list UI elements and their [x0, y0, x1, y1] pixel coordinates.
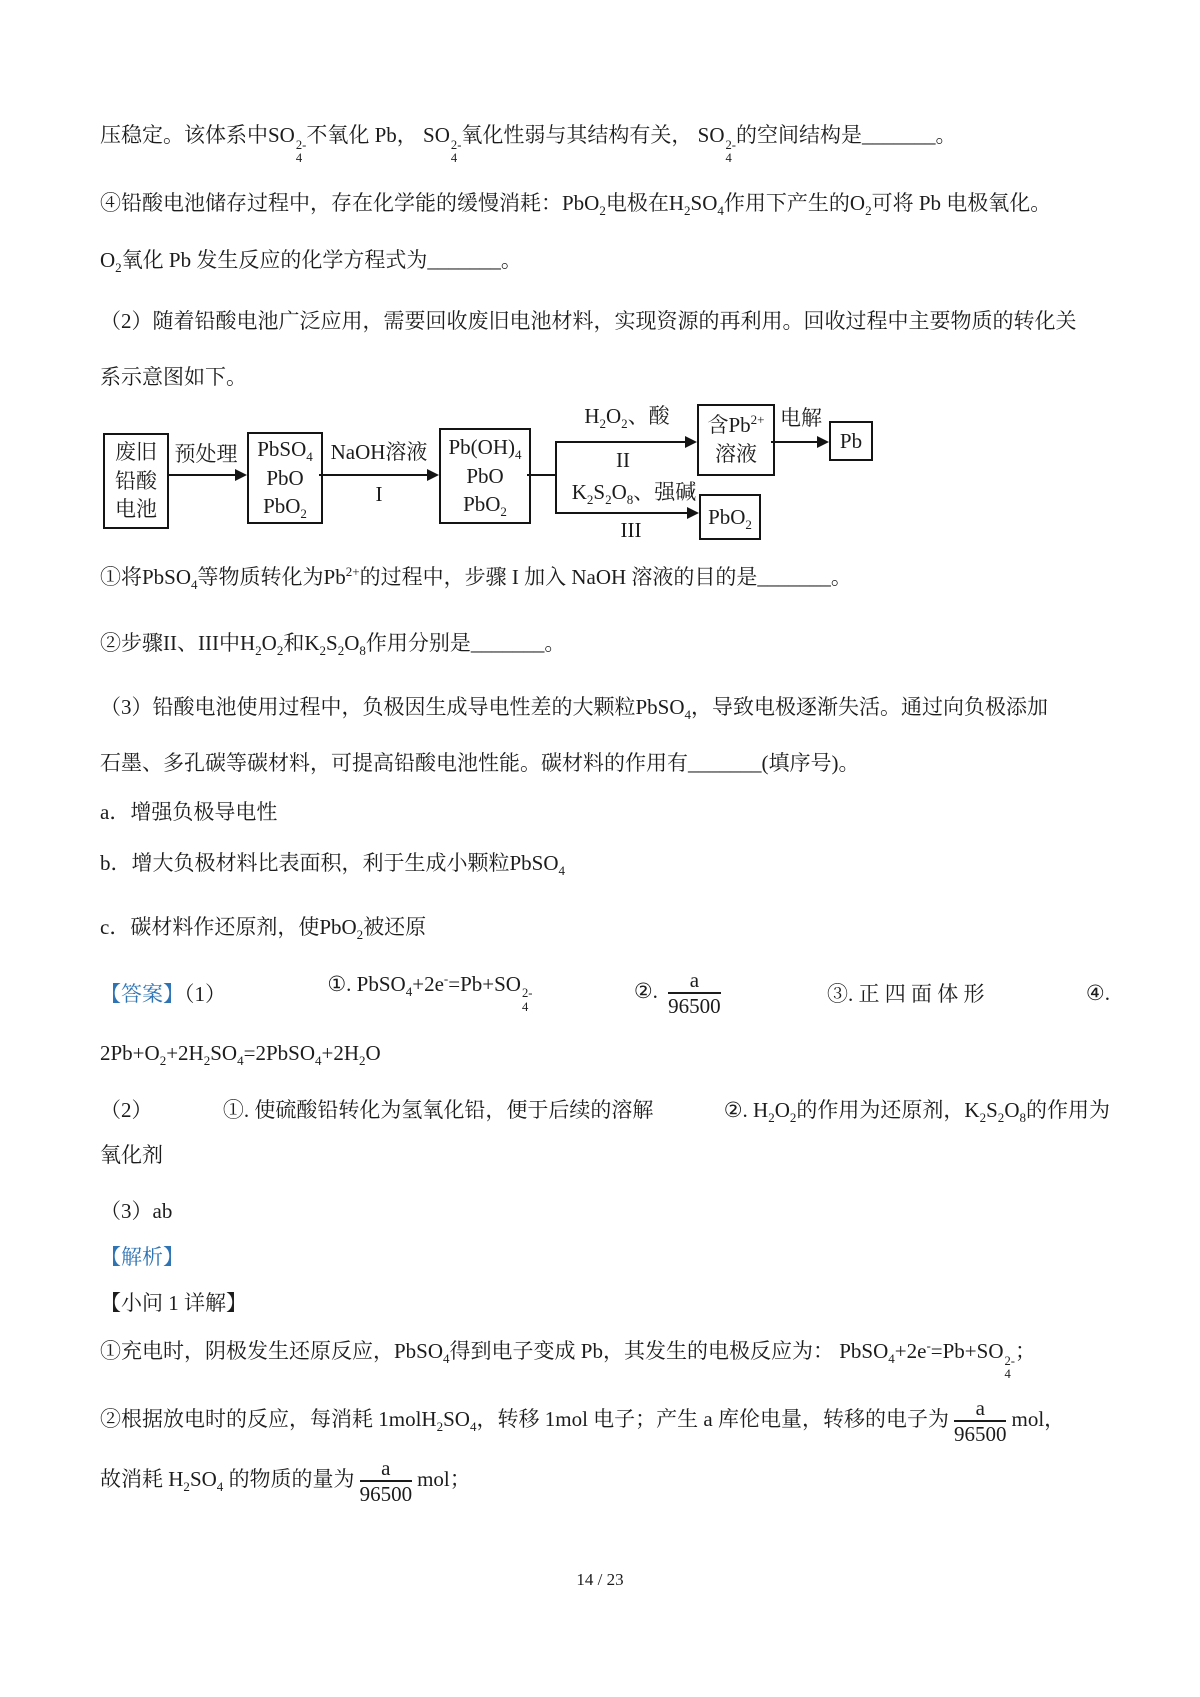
- analysis-subq1-label: 【小问 1 详解】: [100, 1291, 247, 1315]
- option-b-line: b．增大负极材料比表面积，利于生成小颗粒PbSO$_4$: [100, 851, 566, 879]
- question-3-line1: （3）铅酸电池使用过程中，负极因生成导电性差的大颗粒PbSO$_4$，导致电极逐渐失活。通过向负极添加: [100, 695, 1049, 723]
- box-mix2-line1: $Pb(OH)_4$: [448, 434, 522, 462]
- question-2-intro-line2: 系示意图如下。: [100, 365, 247, 389]
- question-3-line2: 石墨、多孔碳等碳材料，可提高铅酸电池性能。碳材料的作用有_______(填序号)。: [100, 751, 860, 775]
- question-2-item2-line: ②步骤II、III中$H_2O_2$和$K_2S_2O_8$作用分别是_______。: [100, 631, 566, 659]
- question-item4-line: ④铅酸电池储存过程中，存在化学能的缓慢消耗：PbO$_2$电极在$H_2SO_4$作用下产生的$O_2$可将 Pb 电极氧化。: [100, 191, 1052, 219]
- arrow-step2: [555, 441, 695, 443]
- box-mix2-line3: PbO$_2$: [463, 492, 507, 520]
- recycle-flow-diagram: [100, 400, 1110, 558]
- box-mix1-line2: PbO: [266, 465, 304, 490]
- answer-label: 【答案】: [100, 982, 184, 1006]
- analysis-label: 【解析】: [100, 1245, 184, 1269]
- label-step2: II: [616, 448, 630, 472]
- question-item4-equation-line: $O_2$氧化 Pb 发生反应的化学方程式为_______。: [100, 248, 522, 276]
- box-pb2-solution: [697, 404, 775, 476]
- box-pbo2-text: PbO$_2$: [708, 504, 752, 532]
- answer-line-1: [100, 966, 1110, 1020]
- answer-line-2: [100, 1094, 1110, 1124]
- box-mix2-line2: PbO: [466, 463, 504, 488]
- analysis-paragraph-2: ②根据放电时的反应，每消耗 $1molH_2SO_4$，转移 1mol 电子；产生 a 库伦电量，转移的电子为 $\frac{a}{96500}$ mol，: [100, 1396, 1066, 1447]
- option-c-line: c．碳材料作还原剂，使PbO$_2$被还原: [100, 915, 427, 943]
- label-h2o2-acid: $H_2O_2$、酸: [584, 404, 670, 432]
- label-step1: I: [375, 482, 383, 506]
- question-2-intro-line1: （2）随着铅酸电池广泛应用，需要回收废旧电池材料，实现资源的再利用。回收过程中主要物质的转化关: [100, 309, 1077, 333]
- box-mix1-line3: PbO$_2$: [263, 494, 307, 522]
- label-step3: III: [620, 518, 642, 542]
- box-lead-compounds: [247, 432, 323, 524]
- answer-part1-item4: ④.: [1085, 980, 1110, 1005]
- label-k2s2o8-base: $K_2S_2O_8$、强碱: [571, 480, 697, 508]
- question-2-item1-line: ①将PbSO$_4$等物质转化为$Pb^{2+}$的过程中，步骤 I 加入 NaOH 溶液的目的是_______。: [100, 564, 852, 593]
- analysis-paragraph-3: 故消耗 $H_2SO_4$ 的物质的量为 $\frac{a}{96500}$ mol；: [100, 1456, 471, 1507]
- answer-left-group: [100, 978, 226, 1008]
- answer-part1-item2: ②. $\frac{a}{96500}$: [633, 967, 721, 1018]
- box-mix1-line1: PbSO$_4$: [257, 436, 313, 464]
- box-waste-line1: 废旧: [115, 439, 157, 464]
- box-pb: [829, 421, 873, 461]
- answer-part2-label: （2）: [100, 1098, 153, 1123]
- box-waste-line3: 电池: [115, 497, 157, 522]
- box-pb-text: Pb: [839, 428, 863, 453]
- answer-part3-line: （3）ab: [100, 1199, 173, 1223]
- answer-part1-item1: ①. PbSO$_4$+2e-=Pb+SO 2- 4: [327, 970, 533, 1014]
- box-pbo2: [699, 494, 761, 540]
- answer-part2-item1: ①. 使硫酸铅转化为氢氧化铅，便于后续的溶解: [222, 1098, 654, 1123]
- answer-part1-label: （1）: [184, 982, 226, 1006]
- box-solution-line1: 含$Pb^{2+}$: [707, 412, 765, 438]
- branch-connector-line: [527, 474, 555, 476]
- answer-part1-item3: ③. 正 四 面 体 形: [827, 982, 985, 1006]
- arrow-electrolysis: [771, 441, 827, 443]
- box-waste-line2: 铅酸: [115, 468, 157, 493]
- arrow-step3: [555, 512, 697, 514]
- option-a-line: a．增强负极导电性: [100, 800, 278, 824]
- label-naoh-solution: NaOH溶液: [330, 440, 428, 464]
- analysis-paragraph-1: ①充电时，阴极发生还原反应，PbSO$_4$得到电子变成 Pb，其发生的电极反应为： PbSO$_4$+2e-=Pb+SO 2- 4 ；: [100, 1338, 1036, 1382]
- answer-part2-item2: ②. $H_2O_2$的作用为还原剂，$K_2S_2O_8$的作用为: [723, 1098, 1110, 1126]
- box-hydroxide-mix: [439, 428, 531, 524]
- answer-part2-continuation: 氧化剂: [100, 1143, 163, 1167]
- label-pretreat: 预处理: [174, 442, 238, 466]
- label-electrolysis: 电解: [780, 406, 822, 430]
- question-so4-structure-line: 压稳定。该体系中SO 2- 4 不氧化 Pb， SO 2- 4 氧化性弱与其结构有关， SO 2- 4 的空间结构是_______。: [100, 123, 957, 166]
- box-solution-line2: 溶液: [715, 442, 757, 466]
- answer-equation-line: $2Pb+O_2+2H_2SO_4=2PbSO_4+2H_2O$: [100, 1041, 381, 1069]
- page-number: 14 / 23: [576, 1570, 624, 1589]
- arrow-step1: [319, 474, 437, 476]
- arrow-pretreat: [167, 474, 245, 476]
